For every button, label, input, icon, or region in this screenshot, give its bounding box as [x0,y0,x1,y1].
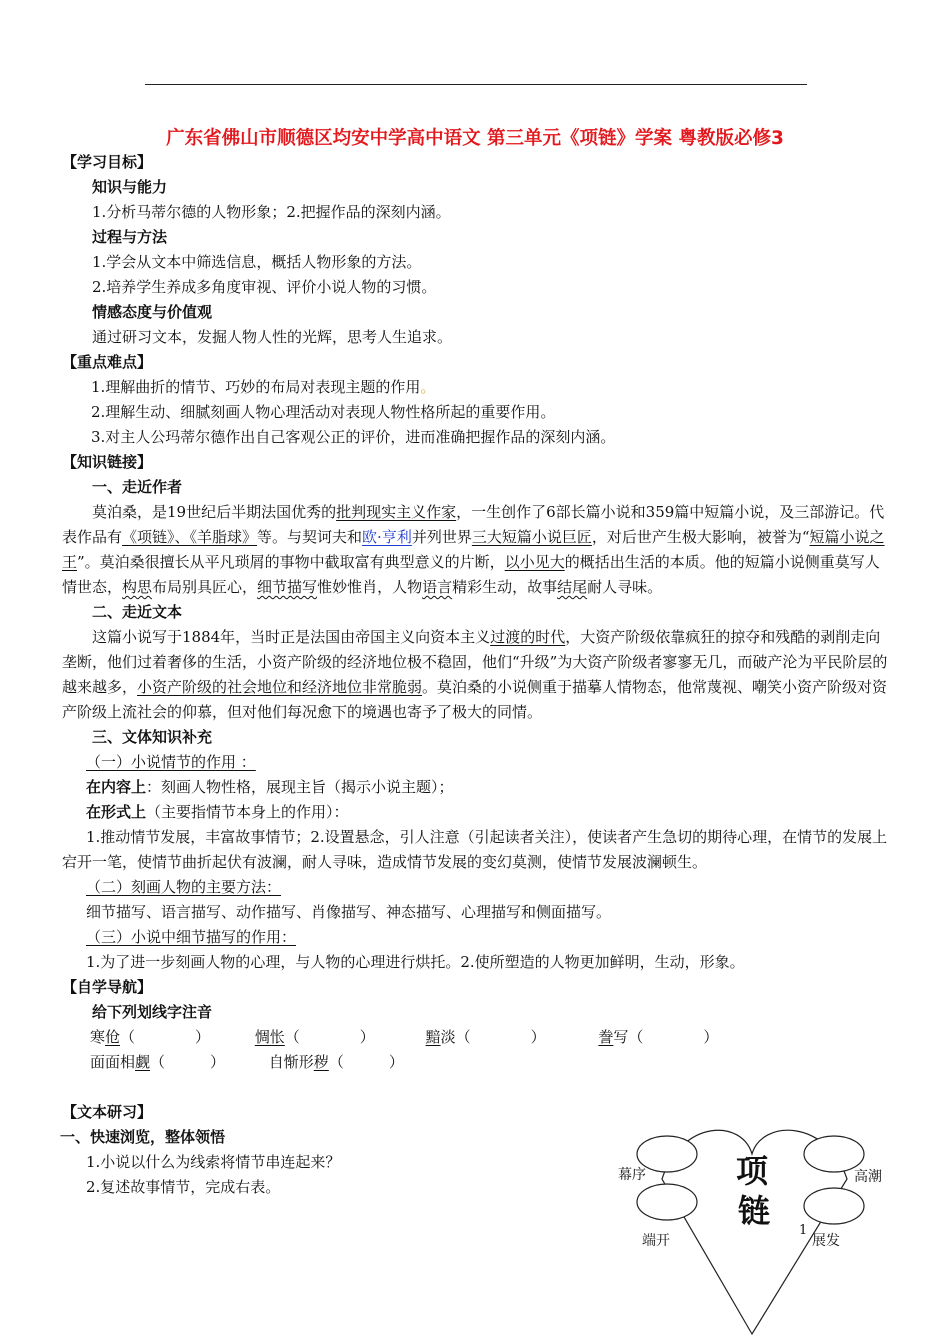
author-underline: 以小见大 [504,553,565,571]
author-text: 莫泊桑，是19世纪后半期法国优秀的 [92,503,337,521]
pinyin-blank[interactable]: （ ） [284,1028,375,1046]
goals-emotion-title: 情感态度与价值观 [92,303,213,321]
goals-knowledge-title: 知识与能力 [92,178,168,196]
pinyin-item [90,1025,250,1050]
author-text: 布局别具匠心， [152,578,258,596]
pinyin-item [255,1025,421,1050]
author-paragraph [62,500,892,600]
goals-emotion-item: 通过研习文本，发掘人物人性的光辉，思考人生追求。 [92,328,453,346]
pinyin-char: 自惭形 [268,1053,314,1071]
author-wavy: 语言 [422,578,453,596]
detail-function-title: （三）小说中细节描写的作用： [86,928,297,946]
author-text: ，一生创作了6部长篇小说和359篇中短篇小说，及三部游记。代表作品有 [62,503,885,546]
author-text: 精彩生动，故事 [452,578,558,596]
page-number: 1 [799,1223,808,1238]
goals-process-title: 过程与方法 [92,228,168,246]
page-title: 广东省佛山市顺德区均安中学高中语文 第三单元《项链》学案 粤教版必修3 [166,128,784,149]
genre-section-title: 三、文体知识补充 [92,728,213,746]
author-text: 并列世界 [411,528,472,546]
key-item-1-text: 1.理解曲折的情节、巧妙的布局对表现主题的作用 [91,378,421,396]
author-wavy: 结尾 [557,578,588,596]
goals-process-item-1: 1.学会从文本中筛选信息，概括人物形象的方法。 [92,253,422,271]
pinyin-item [426,1025,594,1050]
author-text: ”。莫泊桑很擅长从平凡琐屑的事物中截取富有典型意义的片断， [77,553,505,571]
author-underline: 短篇小说之王 [62,528,885,571]
prologue-label: 幕序 [618,1167,646,1183]
goals-heading: 【学习目标】 [62,153,153,171]
self-study-heading: 【自学导航】 [62,978,153,996]
plot-form-line [62,800,892,825]
character-methods-body: 细节描写、语言描写、动作描写、肖像描写、神态描写、心理描写和侧面描写。 [86,903,612,921]
goals-knowledge-item: 1.分析马蒂尔德的人物形象；2.把握作品的深刻内涵。 [92,203,451,221]
pinyin-instruction: 给下列划线字注音 [92,1003,213,1021]
pinyin-target: 伧 [105,1028,121,1046]
text-body: 这篇小说写于1884年，当时正是法国由帝国主义向资本主义 [92,628,491,646]
author-link[interactable]: 欧·亨利 [362,528,412,546]
pinyin-row-2 [62,1050,892,1075]
plot-structure-diagram [612,1124,902,1339]
author-section-title: 一、走近作者 [92,478,183,496]
author-underline: 三大短篇小说巨匠 [471,528,592,546]
top-rule [145,84,807,85]
quick-browse-title: 一、快速浏览，整体领悟 [60,1128,226,1146]
plot-content-label: 在内容上 [86,778,147,796]
pinyin-item [90,1050,264,1075]
pinyin-blank[interactable]: （ ） [120,1028,211,1046]
author-underline: 《项链》、《羊脂球》 [122,528,258,546]
plot-form-label: 在形式上 [86,803,147,821]
pinyin-row-1 [62,1025,892,1050]
plot-function-body: 1.推动情节发展，丰富故事情节；2.设置悬念，引人注意（引起读者关注），使读者产生急切的期待心理，在情节的发展上宕开一笔，使情节曲折起伏有波澜，耐人寻味，造成情节发展的变幻莫测，使情节发展波澜顿生。 [62,828,888,871]
text-body: ，大资产阶级依靠疯狂的掠夺和残酷的剥削走向垄断，他们过着奢侈的生活，小资产阶级的经济地位极不稳固，他们“升级”为大资产阶级者寥寥无几，而破产沦为平民阶层的越来越多， [62,628,888,696]
author-wavy: 构思 [122,578,153,596]
diagram-title-1: 项 [736,1152,769,1190]
key-item-1-end: 。 [420,378,436,396]
text-underline: 过渡的时代 [490,628,566,646]
text-paragraph [62,625,892,725]
goals-process-item-2: 2.培养学生养成多角度审视、评价小说人物的习惯。 [92,278,437,296]
question-2: 2.复述故事情节，完成右表。 [86,1178,281,1196]
develop-bubble [804,1188,864,1224]
pinyin-char: 写 [613,1028,629,1046]
author-text: 的概括出生活的本质。他的短篇小说侧重莫写人情世态， [62,553,880,596]
start-label: 端开 [642,1233,670,1249]
pinyin-blank[interactable]: （ ） [150,1053,226,1071]
develop-label: 展发 [812,1233,840,1249]
plot-content-text: ：刻画人物性格，展现主旨（揭示小说主题）； [146,778,454,796]
pinyin-blank[interactable]: （ ） [628,1028,719,1046]
author-underline: 批判现实主义作家 [336,503,457,521]
pinyin-char: 寒 [90,1028,106,1046]
pinyin-char: 面面相 [90,1053,136,1071]
author-text: 等。与契诃夫和 [257,528,363,546]
text-body: 。莫泊桑的小说侧重于描摹人情物态，他常蔑视、嘲笑小资产阶级对资产阶级上流社会的仰慕，但对他们每况愈下的境遇也寄予了极大的同情。 [62,678,888,721]
text-study-heading: 【文本研习】 [62,1103,153,1121]
document-body [62,150,892,1200]
pinyin-target: 秽 [313,1053,329,1071]
pinyin-blank[interactable]: （ ） [328,1053,404,1071]
author-text: 耐人寻味。 [587,578,663,596]
pinyin-item [598,1025,718,1050]
key-item-2: 2.理解生动、细腻刻画人物心理活动对表现人物性格所起的重要作用。 [91,403,556,421]
pinyin-blank[interactable]: （ ） [455,1028,546,1046]
character-methods-title: （二）刻画人物的主要方法： [86,878,282,896]
pinyin-target: 觑 [135,1053,151,1071]
diagram-title-2: 链 [738,1192,771,1230]
climax-label: 高潮 [854,1169,882,1185]
text-underline: 小资产阶级的社会地位和经济地位非常脆弱 [137,678,423,696]
text-section-title: 二、走近文本 [92,603,183,621]
key-item-1 [62,375,892,400]
pinyin-target: 惆怅 [254,1028,285,1046]
question-1: 1.小说以什么为线索将情节串连起来？ [86,1153,341,1171]
detail-function-body: 1.为了进一步刻画人物的心理，与人物的心理进行烘托。2.使所塑造的人物更加鲜明，生动，形象。 [86,953,745,971]
pinyin-char: 淡 [440,1028,456,1046]
start-bubble [637,1184,697,1220]
pinyin-item [269,1050,404,1075]
plot-function-title: （一）小说情节的作用 ： [86,753,256,771]
key-item-3: 3.对主人公玛蒂尔德作出自己客观公正的评价，进而准确把握作品的深刻内涵。 [91,428,616,446]
pinyin-target: 誊 [598,1028,614,1046]
author-wavy: 细节描写 [257,578,318,596]
plot-content-line [62,775,892,800]
pinyin-target: 黯 [425,1028,441,1046]
author-text: ，对后世产生极大影响，被誉为“ [591,528,810,546]
key-heading: 【重点难点】 [62,353,153,371]
link-heading: 【知识链接】 [62,453,153,471]
author-text: 惟妙惟肖，人物 [317,578,423,596]
plot-form-text: （主要指情节本身上的作用）： [146,803,349,821]
prologue-bubble [637,1136,697,1172]
